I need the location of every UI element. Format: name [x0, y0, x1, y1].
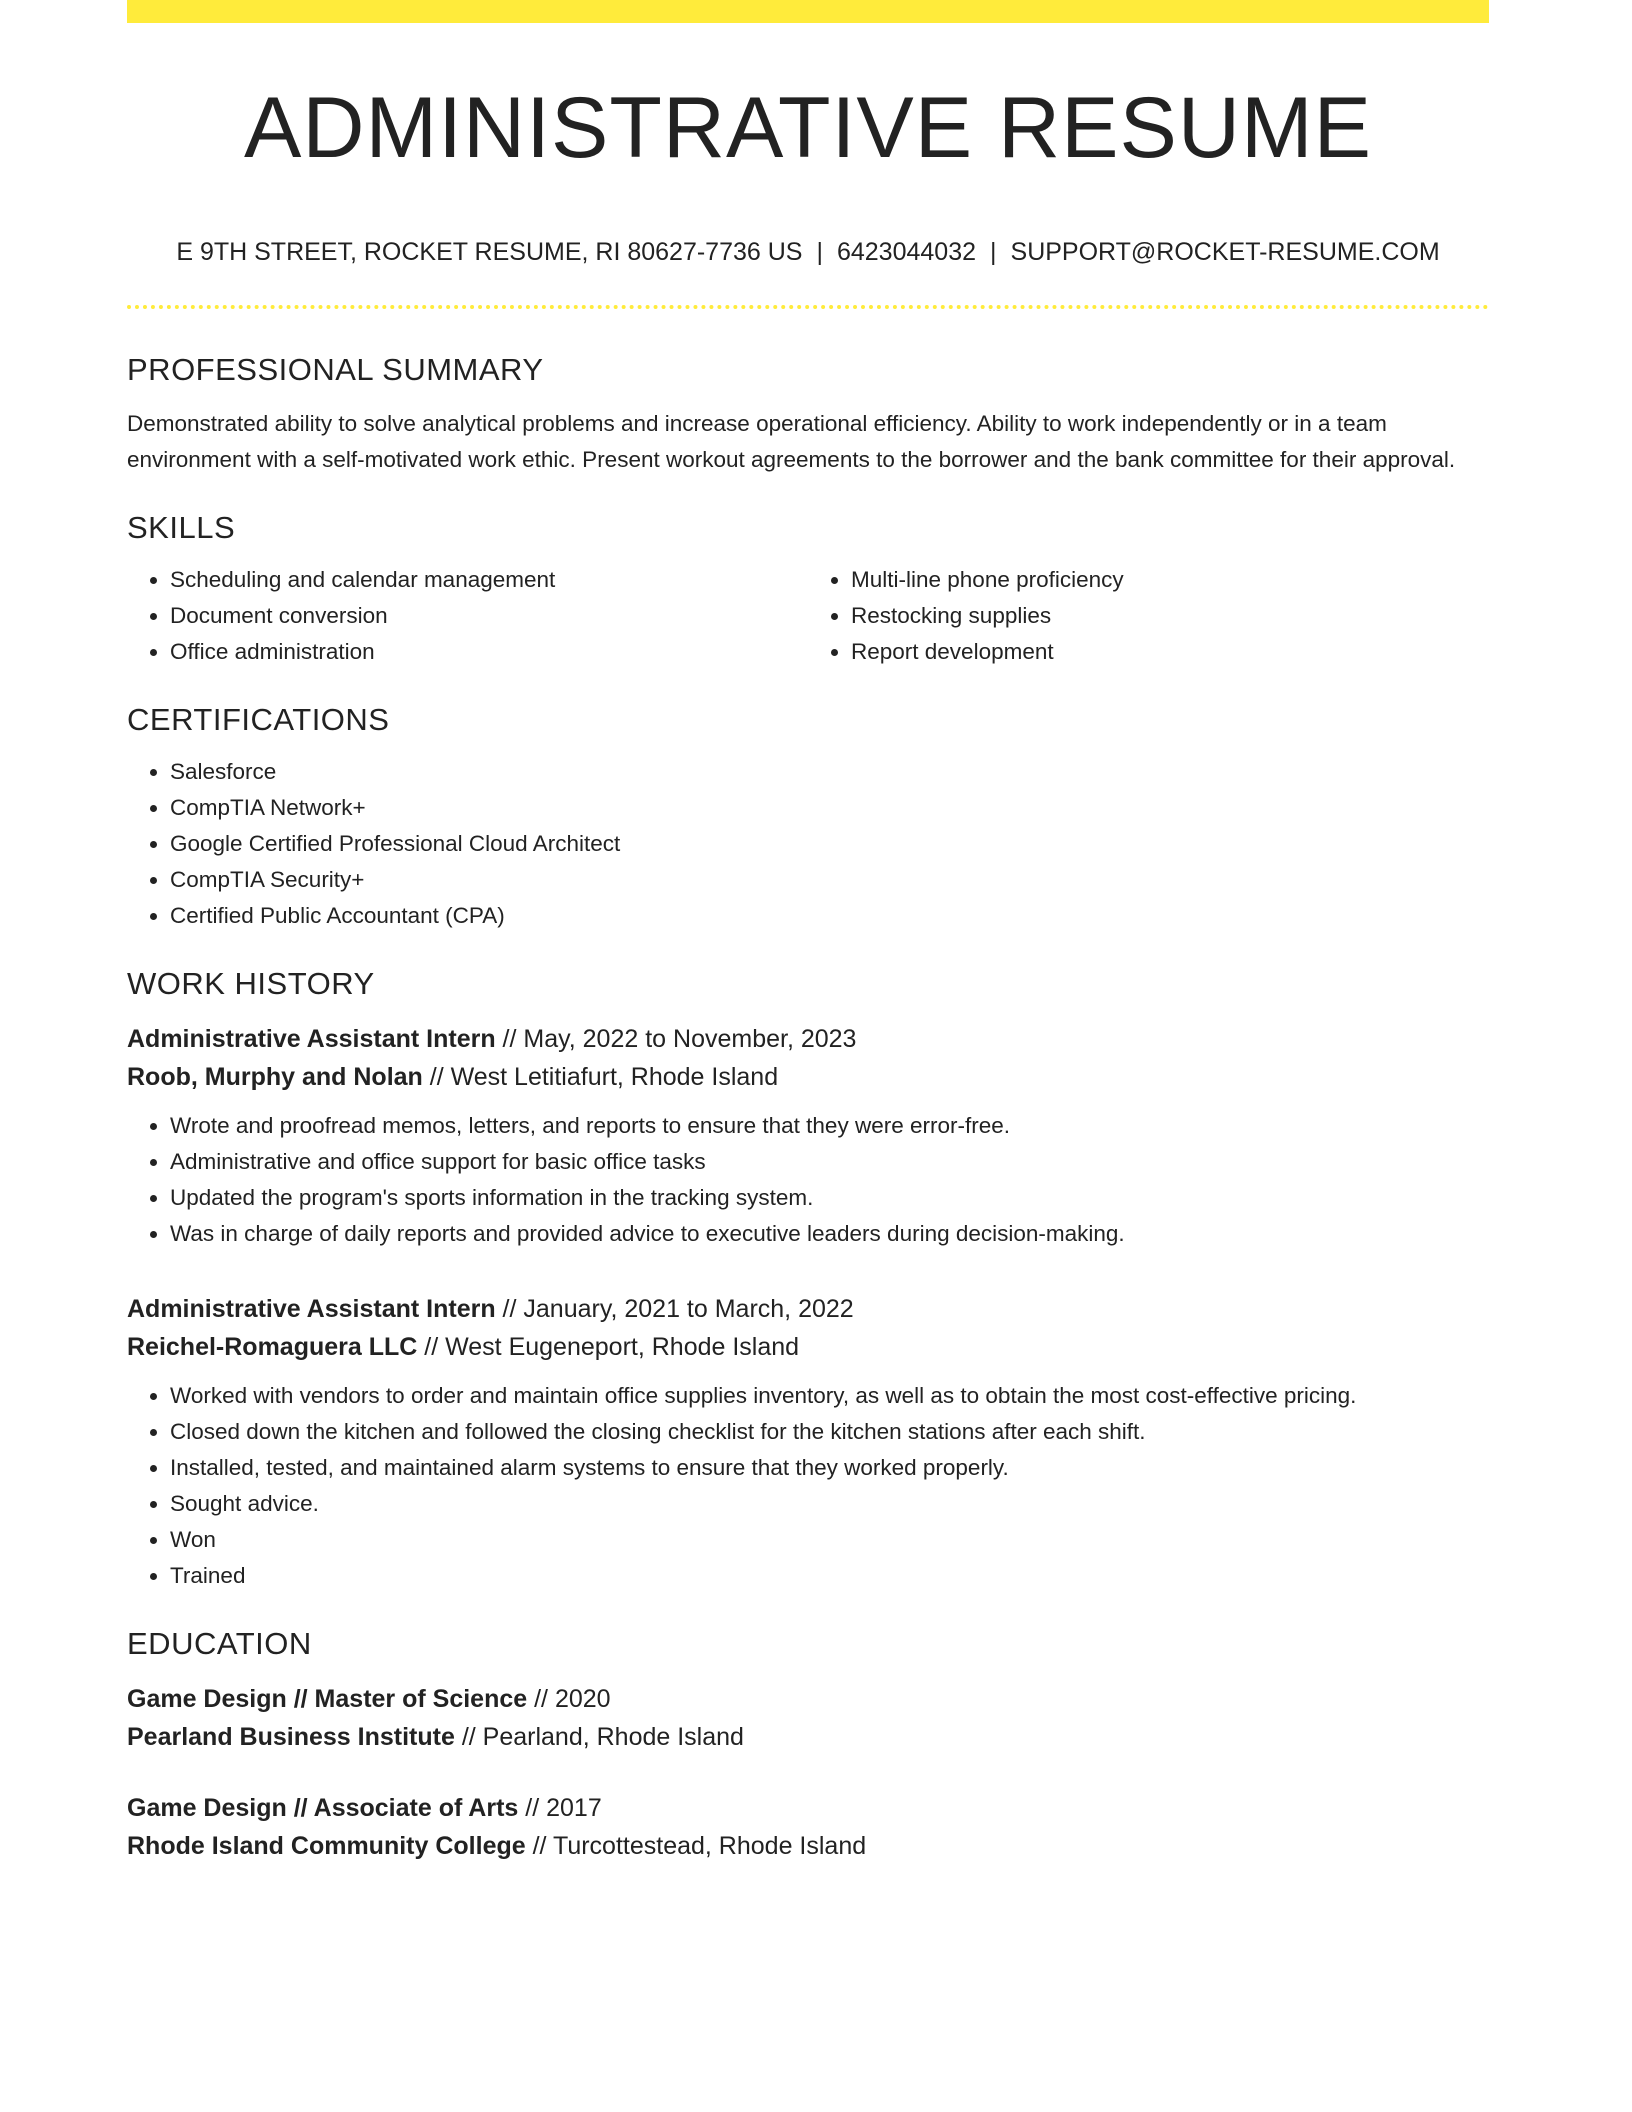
education-location: // Turcottestead, Rhode Island: [525, 1832, 867, 1860]
certification-item: • CompTIA Security+: [170, 862, 1489, 898]
education-school: Rhode Island Community College: [127, 1832, 526, 1860]
job-bullet: • Closed down the kitchen and followed the closing checklist for the kitchen stations after each shift.: [170, 1414, 1489, 1450]
job-entry: [127, 1020, 1489, 1252]
work-history-heading: WORK HISTORY: [127, 966, 375, 1001]
job-location: // West Eugeneport, Rhode Island: [417, 1333, 800, 1361]
education-school-line: [127, 1827, 1489, 1865]
job-bullets: [127, 1378, 1489, 1594]
job-location: // West Letitiafurt, Rhode Island: [422, 1063, 779, 1091]
job-title-line: [127, 1020, 1489, 1058]
job-company: Reichel-Romaguera LLC: [127, 1333, 418, 1361]
resume-content: [127, 350, 1489, 1865]
job-bullet: • Sought advice.: [170, 1486, 1489, 1522]
contact-separator: |: [816, 238, 823, 266]
certification-item: • Salesforce: [170, 754, 1489, 790]
summary-heading: PROFESSIONAL SUMMARY: [127, 352, 544, 387]
work-history-section: [127, 964, 1489, 1594]
skill-item: • Multi-line phone proficiency: [851, 562, 1489, 598]
education-heading: EDUCATION: [127, 1626, 312, 1661]
contact-line: [127, 236, 1489, 268]
education-degree-line: [127, 1680, 1489, 1718]
education-degree: Game Design // Associate of Arts: [127, 1794, 519, 1822]
contact-separator: |: [990, 238, 997, 266]
job-company-line: [127, 1058, 1489, 1096]
job-bullet: • Won: [170, 1522, 1489, 1558]
summary-section: [127, 350, 1489, 478]
job-title: Administrative Assistant Intern: [127, 1025, 496, 1053]
contact-email: SUPPORT@ROCKET-RESUME.COM: [1010, 238, 1440, 266]
education-section: [127, 1624, 1489, 1865]
certification-item: • Certified Public Accountant (CPA): [170, 898, 1489, 934]
skills-list-left: [127, 562, 808, 670]
skill-item: • Office administration: [170, 634, 808, 670]
job-title-line: [127, 1290, 1489, 1328]
job-company-line: [127, 1328, 1489, 1366]
education-year: // 2020: [527, 1685, 611, 1713]
job-bullet: • Worked with vendors to order and maintain office supplies inventory, as well as to obtain the most cost-effective pricing.: [170, 1378, 1489, 1414]
education-year: // 2017: [518, 1794, 602, 1822]
summary-text: Demonstrated ability to solve analytical problems and increase operational efficiency. Ability to work independently or in a team environment with a self-motivated work ethic. Present workout agreements to the borrower and the bank committee for their approval.: [127, 411, 1456, 472]
skill-item: • Report development: [851, 634, 1489, 670]
education-entry: [127, 1789, 1489, 1865]
accent-top-bar: [127, 0, 1489, 23]
certifications-list: [127, 754, 1489, 934]
contact-address: E 9TH STREET, ROCKET RESUME, RI 80627-7736 US: [176, 238, 803, 266]
education-degree: Game Design // Master of Science: [127, 1685, 528, 1713]
certification-item: • CompTIA Network+: [170, 790, 1489, 826]
education-school: Pearland Business Institute: [127, 1723, 455, 1751]
resume-title: ADMINISTRATIVE RESUME: [244, 80, 1372, 176]
job-bullet: • Wrote and proofread memos, letters, and reports to ensure that they were error-free.: [170, 1108, 1489, 1144]
skills-list-right: [808, 562, 1489, 670]
job-title: Administrative Assistant Intern: [127, 1295, 496, 1323]
job-bullet: • Trained: [170, 1558, 1489, 1594]
skills-grid: [127, 562, 1489, 670]
education-degree-line: [127, 1789, 1489, 1827]
dotted-divider: [127, 305, 1489, 309]
certifications-heading: CERTIFICATIONS: [127, 702, 390, 737]
job-bullet: • Was in charge of daily reports and provided advice to executive leaders during decision-making.: [170, 1216, 1489, 1252]
job-company: Roob, Murphy and Nolan: [127, 1063, 423, 1091]
job-bullet: • Updated the program's sports information in the tracking system.: [170, 1180, 1489, 1216]
job-dates: // January, 2021 to March, 2022: [495, 1295, 854, 1323]
certification-item: • Google Certified Professional Cloud Architect: [170, 826, 1489, 862]
job-bullet: • Installed, tested, and maintained alarm systems to ensure that they worked properly.: [170, 1450, 1489, 1486]
contact-phone: 6423044032: [836, 238, 977, 266]
skill-item: • Document conversion: [170, 598, 808, 634]
education-location: // Pearland, Rhode Island: [454, 1723, 744, 1751]
education-entry: [127, 1680, 1489, 1756]
education-school-line: [127, 1718, 1489, 1756]
skills-heading: SKILLS: [127, 510, 236, 545]
certifications-section: [127, 700, 1489, 934]
job-dates: // May, 2022 to November, 2023: [495, 1025, 857, 1053]
skill-item: • Restocking supplies: [851, 598, 1489, 634]
job-bullets: [127, 1108, 1489, 1252]
job-bullet: • Administrative and office support for basic office tasks: [170, 1144, 1489, 1180]
skills-section: [127, 508, 1489, 670]
skill-item: • Scheduling and calendar management: [170, 562, 808, 598]
job-entry: [127, 1290, 1489, 1594]
